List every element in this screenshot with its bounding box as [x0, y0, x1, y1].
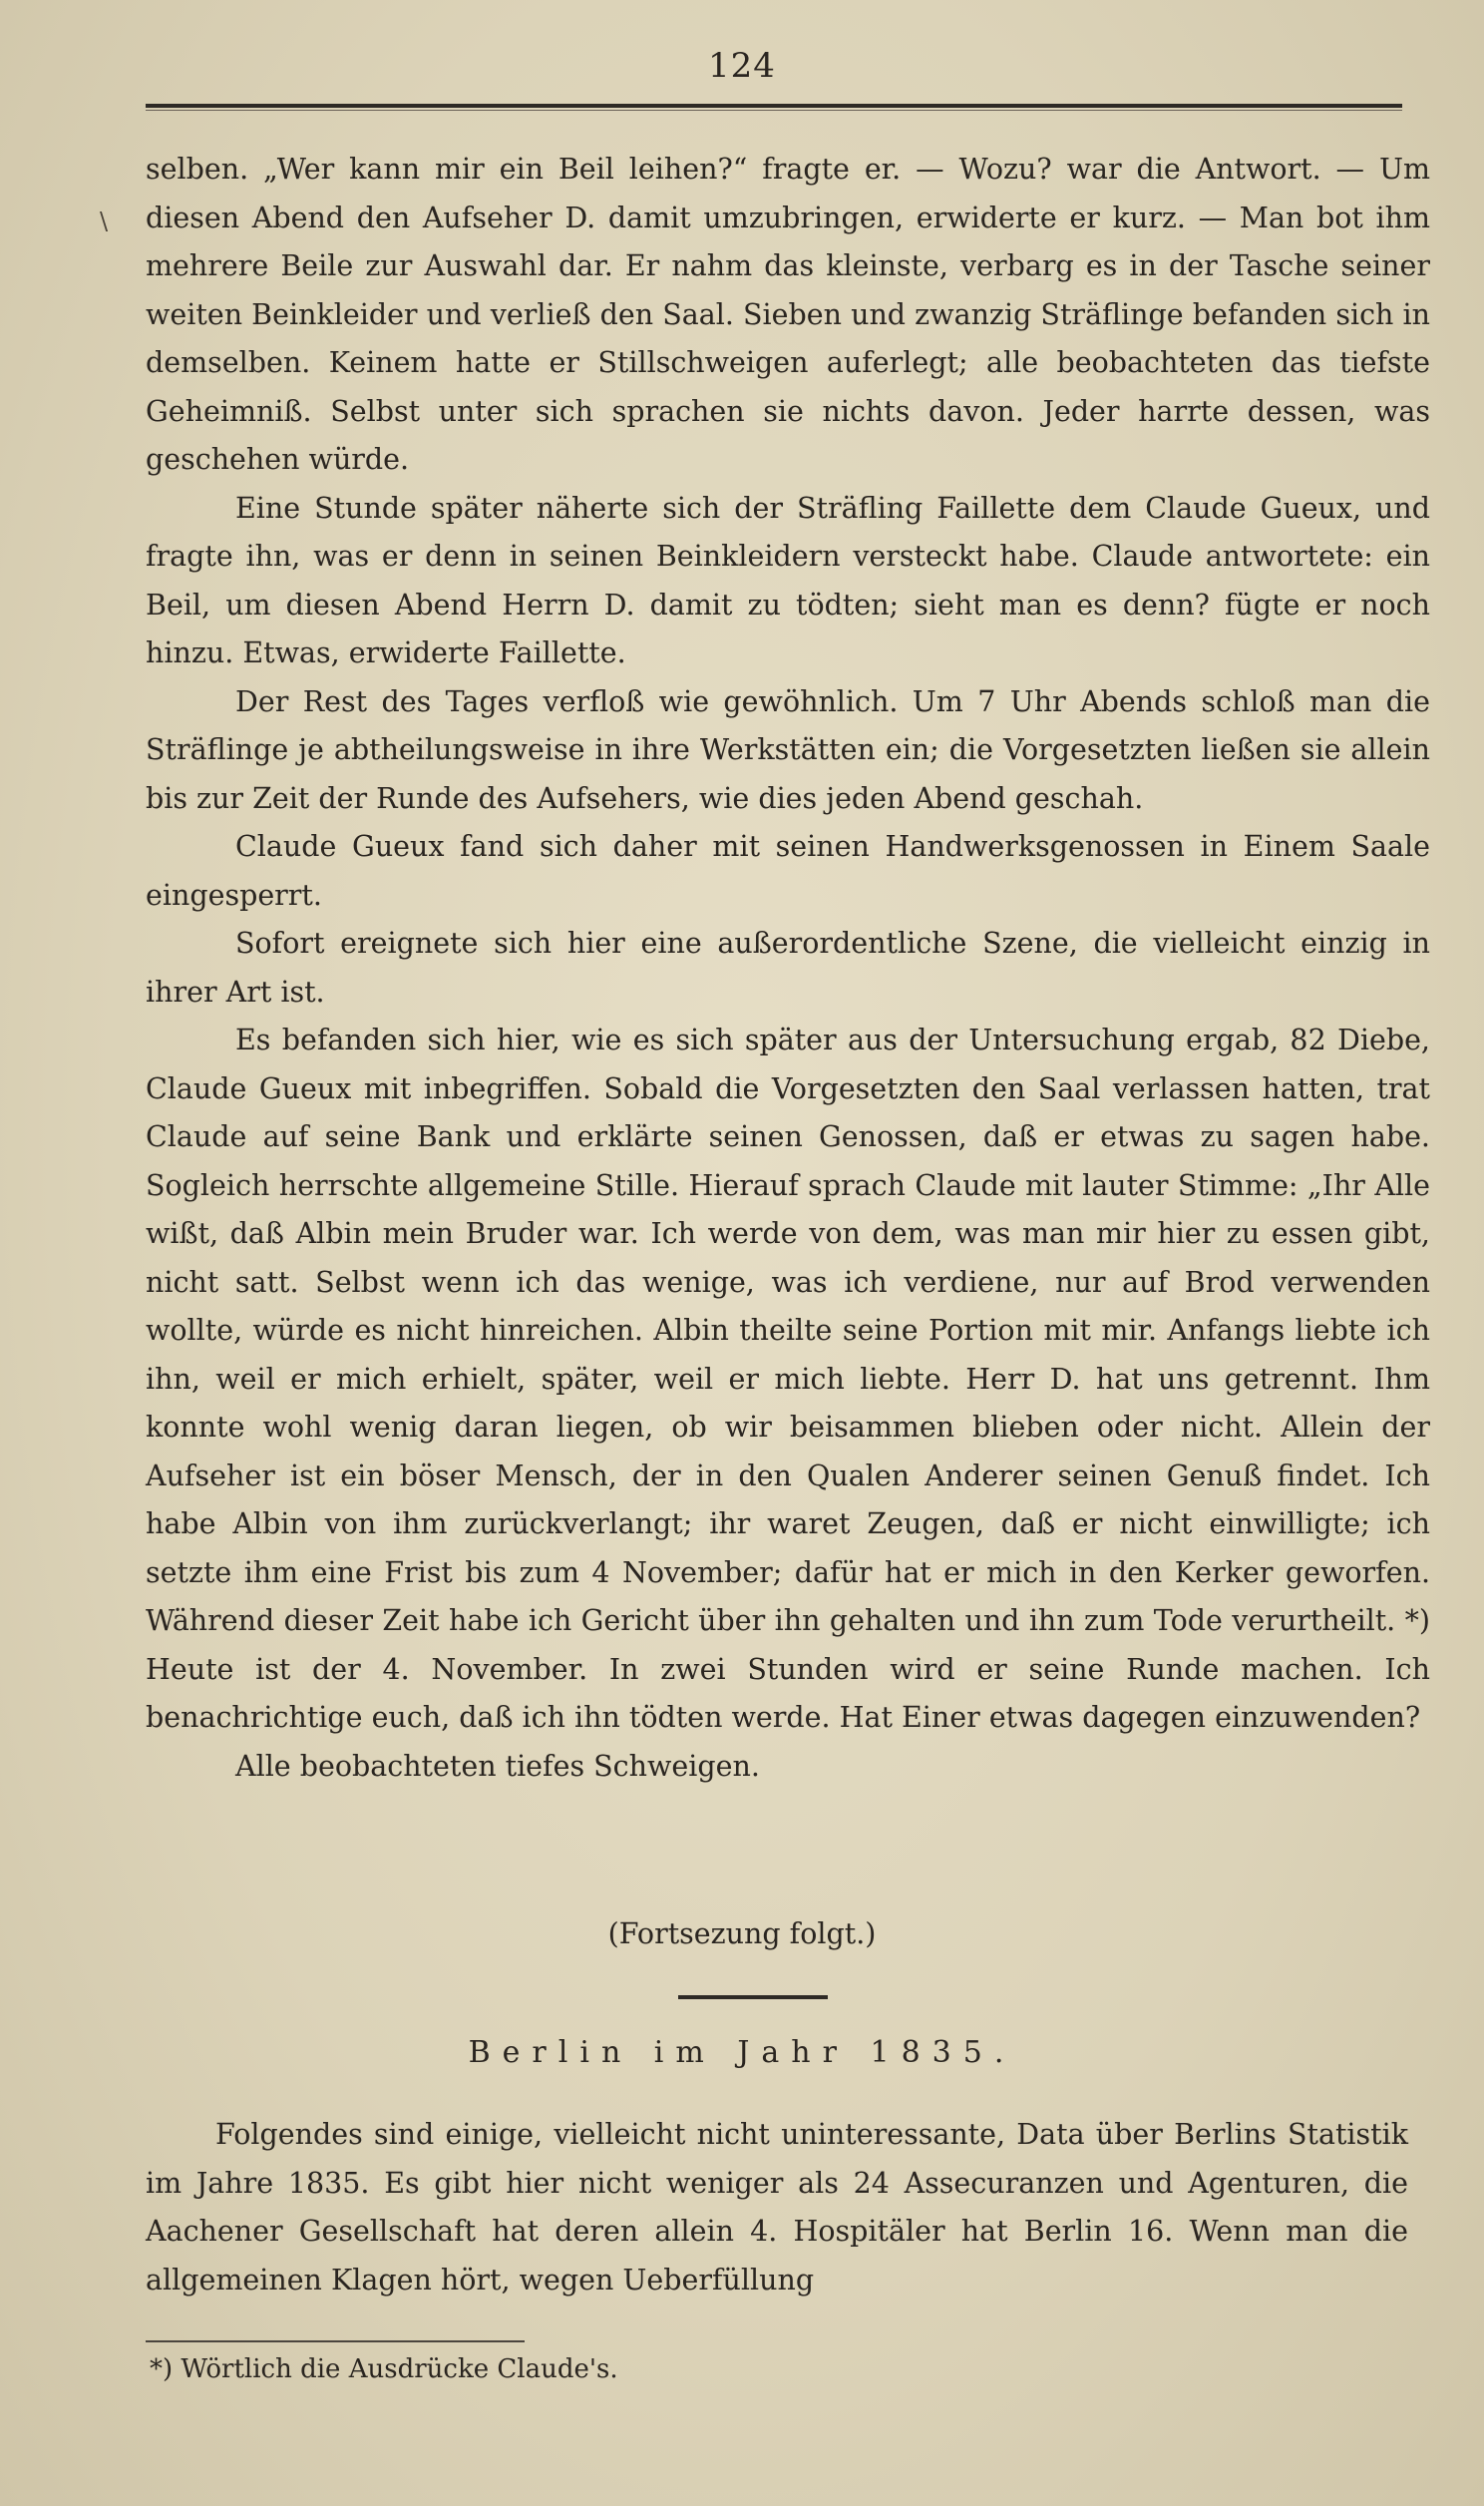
page-number: 124 [708, 46, 776, 86]
section-divider [678, 1995, 828, 1999]
paragraph: Sofort ereignete sich hier eine außerordentliche Szene, die vielleicht einzig in ihrer Art ist. [146, 927, 1430, 1009]
paragraph: Claude Gueux fand sich daher mit seinen Handwerksgenossen in Einem Saale eingesperrt. [146, 830, 1430, 912]
margin-mark: \ [100, 208, 109, 235]
header-rule [146, 104, 1402, 108]
paragraph: Folgendes sind einige, vielleicht nicht uninteressante, Data über Berlins Statistik im Jahre 1835. Es gibt hier nicht weniger als 24 Assecuranzen und Agenturen, die Aachener Gesellschaft hat deren allein 4. Hospitäler hat Berlin 16. Wenn man die allgemeinen Klagen hört, wegen Ueberfüllung [146, 2118, 1408, 2297]
main-text [146, 146, 1430, 1791]
paragraph: Eine Stunde später näherte sich der Sträfling Faillette dem Claude Gueux, und fragte ihn, was er denn in seinen Beinkleidern versteckt habe. Claude antwortete: ein Beil, um diesen Abend Herrn D. damit zu tödten; sieht man es denn? fügte er noch hinzu. Etwas, erwiderte Faillette. [146, 491, 1430, 669]
section-heading: Berlin im Jahr 1835. [468, 2035, 1016, 2070]
paragraph: Alle beobachteten tiefes Schweigen. [235, 1749, 760, 1783]
section-text [146, 2111, 1408, 2304]
paragraph: Der Rest des Tages verfloß wie gewöhnlich. Um 7 Uhr Abends schloß man die Sträflinge je abtheilungsweise in ihre Werkstätten ein; die Vorgesetzten ließen sie allein bis zur Zeit der Runde des Aufsehers, wie dies jeden Abend geschah. [146, 684, 1430, 815]
continued-note: (Fortsezung folgt.) [607, 1917, 877, 1950]
footnote-rule [146, 2340, 525, 2342]
footnote: *) Wörtlich die Ausdrücke Claude's. [150, 2354, 618, 2384]
paragraph: Es befanden sich hier, wie es sich später aus der Untersuchung ergab, 82 Diebe, Claude Gueux mit inbegriffen. Sobald die Vorgesetzten den Saal verlassen hatten, trat Claude auf seine Bank und erklärte seinen Genossen, daß er etwas zu sagen habe. Sogleich herrschte allgemeine Stille. Hierauf sprach Claude mit lauter Stimme: „Ihr Alle wißt, daß Albin mein Bruder war. Ich werde von dem, was man mir hier zu essen gibt, nicht satt. Selbst wenn ich das wenige, was ich verdiene, nur auf Brod verwenden wollte, würde es nicht hinreichen. Albin theilte seine Portion mit mir. Anfangs liebte ich ihn, weil er mich erhielt, später, weil er mich liebte. Herr D. hat uns getrennt. Ihm konnte wohl wenig daran liegen, ob wir beisammen blieben oder nicht. Allein der Aufseher ist ein böser Mensch, der in den Qualen Anderer seinen Genuß findet. Ich habe Albin von ihm zurückverlangt; ihr waret Zeugen, daß er nicht einwilligte; ich setzte ihm eine Frist bis zum 4 November; dafür hat er mich in den Kerker geworfen. Während dieser Zeit habe ich Gericht über ihn gehalten und ihn zum Tode verurtheilt. *) Heute ist der 4. November. In zwei Stunden wird er seine Runde machen. Ich benachrichtige euch, daß ich ihn tödten werde. Hat Einer etwas dagegen einzuwenden? [146, 1024, 1430, 1734]
paragraph: selben. „Wer kann mir ein Beil leihen?“ fragte er. — Wozu? war die Antwort. — Um diesen Abend den Aufseher D. damit umzubringen, erwiderte er kurz. — Man bot ihm mehrere Beile zur Auswahl dar. Er nahm das kleinste, verbarg es in der Tasche seiner weiten Beinkleider und verließ den Saal. Sieben und zwanzig Sträflinge befanden sich in demselben. Keinem hatte er Stillschweigen auferlegt; alle beobachteten das tiefste Geheimniß. Selbst unter sich sprachen sie nichts davon. Jeder harrte dessen, was geschehen würde. [146, 153, 1430, 476]
